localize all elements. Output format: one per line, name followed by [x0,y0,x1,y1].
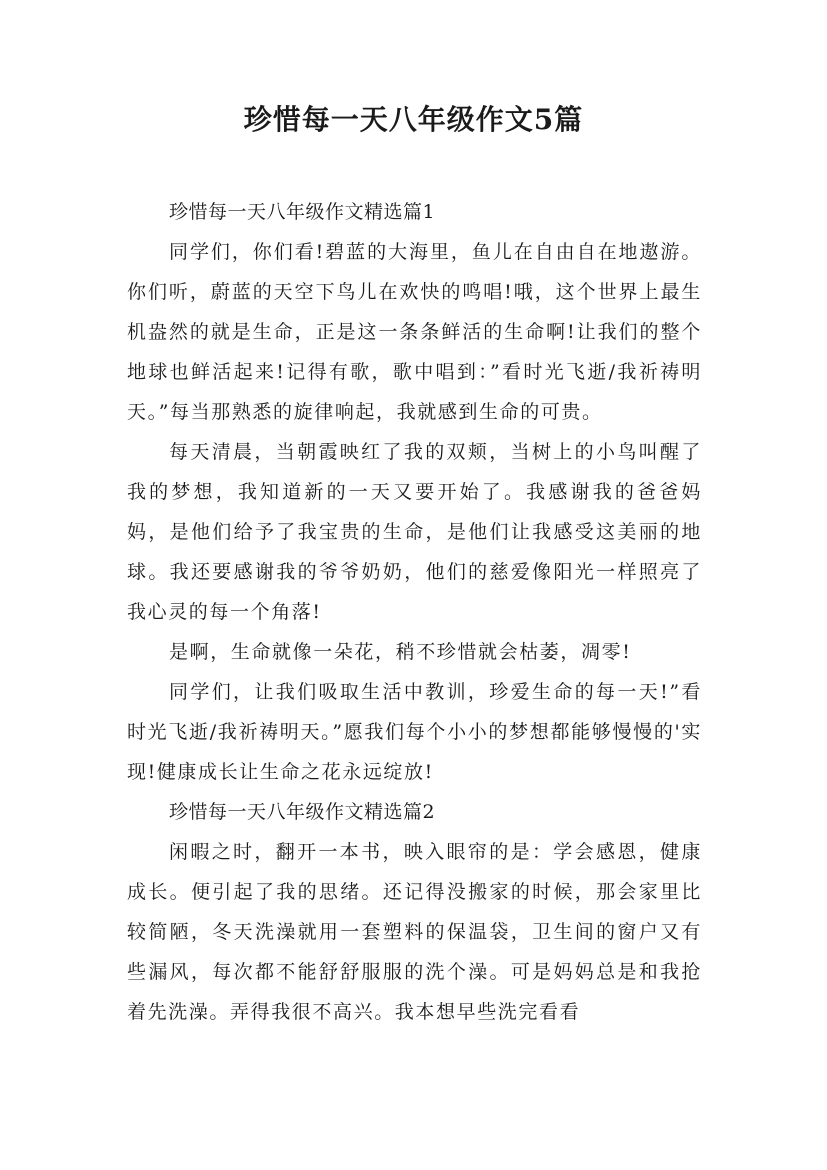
paragraph: 是啊，生命就像一朵花，稍不珍惜就会枯萎，凋零! [169,641,632,663]
paragraph: 每天清晨，当朝霞映红了我的双颊，当树上的小鸟叫醒了我的梦想，我知道新的一天又要开始了。我感谢我的爸爸妈妈，是他们给予了我宝贵的生命，是他们让我感受这美丽的地球。我还要感谢我的爷爷奶奶，他们的慈爱像阳光一样照亮了我心灵的每一个角落! [127,441,702,623]
section-heading-2: 珍惜每一天八年级作文精选篇2 [169,801,436,823]
section-heading-1: 珍惜每一天八年级作文精选篇1 [169,201,436,223]
document-title: 珍惜每一天八年级作文5篇 [243,103,584,136]
paragraph: 同学们，你们看!碧蓝的大海里，鱼儿在自由自在地遨游。你们听，蔚蓝的天空下鸟儿在欢快的鸣唱!哦，这个世界上最生机盎然的就是生命，正是这一条条鲜活的生命啊!让我们的整个地球也鲜活起来!记得有歌，歌中唱到：”看时光飞逝/我祈祷明天。”每当那熟悉的旋律响起，我就感到生命的可贵。 [127,241,702,423]
document-body [127,192,702,1032]
paragraph: 闲暇之时，翻开一本书，映入眼帘的是：学会感恩，健康成长。便引起了我的思绪。还记得没搬家的时候，那会家里比较简陋，冬天洗澡就用一套塑料的保温袋，卫生间的窗户又有些漏风，每次都不能舒舒服服的洗个澡。可是妈妈总是和我抢着先洗澡。弄得我很不高兴。我本想早些洗完看看 [127,841,702,1023]
paragraph: 同学们，让我们吸取生活中教训，珍爱生命的每一天!”看时光飞逝/我祈祷明天。”愿我们每个小小的梦想都能够慢慢的'实现!健康成长让生命之花永远绽放! [127,681,702,783]
